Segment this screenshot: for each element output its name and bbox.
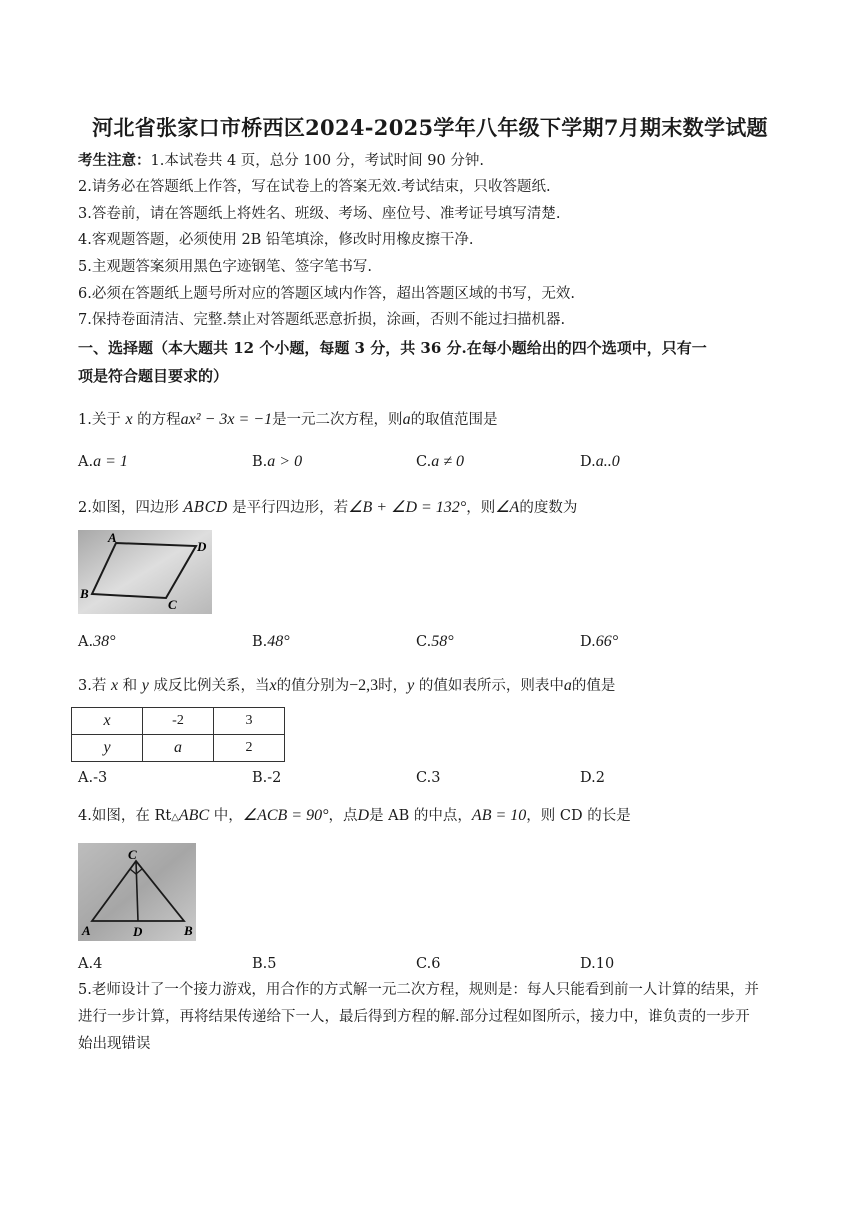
- fig-label-a: A: [82, 923, 91, 938]
- q3-text-3: 成反比例关系，当: [148, 678, 270, 694]
- question-4: [78, 806, 631, 828]
- fig-label-d: D: [197, 539, 207, 554]
- fig-label-b: B: [184, 923, 193, 938]
- table-cell: y: [72, 735, 143, 762]
- q2-text-3: ，则: [466, 500, 496, 516]
- q4-abc: ABC: [178, 807, 210, 824]
- table-cell: 3: [214, 708, 285, 735]
- q2-option-c[interactable]: C.58°: [416, 633, 454, 650]
- table-row: [72, 708, 285, 735]
- q3-var-y2: y: [407, 677, 415, 694]
- q3-var-x2: x: [269, 677, 277, 694]
- fig-label-d: D: [133, 924, 143, 939]
- notice-item-3: 3.答卷前，请在答题纸上将姓名、班级、考场、座位号、准考证号填写清楚.: [78, 206, 561, 222]
- fig-label-b: B: [80, 586, 89, 601]
- q2-text-4: 的度数为: [519, 500, 578, 516]
- q3-text-7: 的值是: [571, 678, 616, 694]
- q3-option-d[interactable]: D.2: [580, 770, 605, 786]
- question-1: [78, 410, 498, 430]
- question-2: [78, 498, 577, 518]
- q3-value-table: [71, 707, 285, 762]
- q1-option-b[interactable]: B.a > 0: [252, 453, 303, 470]
- q3-var-y: y: [141, 677, 149, 694]
- parallelogram-figure: [78, 530, 212, 614]
- q1-option-a[interactable]: A.a = 1: [78, 453, 128, 470]
- q2-text-1: 2.如图，四边形: [78, 500, 184, 516]
- section-heading-line-2: 项是符合题目要求的）: [78, 367, 229, 385]
- q3-text-6: 的值如表所示，则表中: [414, 678, 564, 694]
- q2-text-2: 是平行四边形，若: [227, 500, 349, 516]
- q3-values: −2,3: [349, 677, 379, 694]
- notice-item-7: 7.保持卷面清洁、完整.禁止对答题纸恶意折损，涂画，否则不能过扫描机器.: [78, 312, 566, 328]
- fig-label-c: C: [128, 847, 137, 862]
- table-row: [72, 735, 285, 762]
- q3-var-x: x: [110, 677, 119, 694]
- q1-text-4: 的取值范围是: [410, 412, 498, 428]
- notice-item-1: [78, 151, 484, 171]
- q3-option-b[interactable]: B.-2: [252, 770, 282, 786]
- exam-title: 河北省张家口市桥西区2024-2025学年八年级下学期7月期末数学试题: [92, 115, 768, 140]
- table-cell: a: [143, 735, 214, 762]
- q2-option-d[interactable]: D.66°: [580, 633, 619, 650]
- q4-option-c[interactable]: C.6: [416, 956, 441, 972]
- q4-text-2: 中，: [209, 808, 243, 824]
- q1-equation: ax² − 3x = −1: [180, 411, 273, 428]
- q3-text-2: 和: [118, 678, 142, 694]
- q4-option-d[interactable]: D.10: [580, 956, 615, 972]
- q1-text-3: 是一元二次方程，则: [272, 412, 403, 428]
- q2-abcd: ABCD: [183, 500, 228, 516]
- q4-option-b[interactable]: B.5: [252, 956, 277, 972]
- q4-text-4: 是 AB 的中点，: [369, 808, 472, 824]
- notice-text-1: 1.本试卷共 4 页，总分 100 分，考试时间 90 分钟.: [150, 153, 484, 169]
- q2-angle-a: ∠A: [495, 499, 520, 516]
- q1-var-a: a: [402, 411, 411, 428]
- q2-option-a[interactable]: A.38°: [78, 633, 116, 650]
- table-cell: x: [72, 708, 143, 735]
- right-triangle-figure: [78, 843, 196, 941]
- q4-var-d: D: [357, 807, 370, 824]
- notice-item-6: 6.必须在答题纸上题号所对应的答题区域内作答，超出答题区域的书写，无效.: [78, 286, 575, 302]
- q4-equation-1: ∠ACB = 90°: [242, 807, 329, 824]
- q3-var-a: a: [563, 677, 572, 694]
- fig-label-a: A: [108, 530, 117, 545]
- q4-option-a[interactable]: A.4: [78, 956, 103, 972]
- q4-text-1: 4.如图，在 Rt: [78, 808, 172, 824]
- q3-option-a[interactable]: A.-3: [78, 770, 108, 786]
- table-cell: 2: [214, 735, 285, 762]
- q4-text-5: ，则 CD 的长是: [526, 808, 631, 824]
- q4-text-3: ，点: [328, 808, 358, 824]
- notice-label: 考生注意：: [78, 152, 151, 169]
- table-cell: -2: [143, 708, 214, 735]
- q1-option-d[interactable]: D.a..0: [580, 453, 620, 470]
- fig-label-c: C: [168, 597, 177, 612]
- notice-item-4: 4.客观题答题，必须使用 2B 铅笔填涂，修改时用橡皮擦干净.: [78, 232, 474, 248]
- parallelogram-svg: [78, 530, 212, 614]
- q1-option-c[interactable]: C.a ≠ 0: [416, 453, 464, 470]
- q4-equation-2: AB = 10: [471, 807, 527, 824]
- question-5-line-1: 5.老师设计了一个接力游戏，用合作的方式解一元二次方程，规则是：每人只能看到前一人计算的结果，并: [78, 982, 759, 998]
- question-5-line-2: 进行一步计算，再将结果传递给下一人，最后得到方程的解.部分过程如图所示，接力中，谁负责的一步开: [78, 1009, 750, 1025]
- q2-option-b[interactable]: B.48°: [252, 633, 290, 650]
- q2-equation: ∠B + ∠D = 132°: [348, 499, 467, 516]
- q1-text-2: 的方程: [132, 412, 181, 428]
- q3-text-5: 时，: [378, 678, 408, 694]
- right-triangle-svg: [78, 843, 196, 941]
- q3-option-c[interactable]: C.3: [416, 770, 441, 786]
- q4-triangle-symbol: △: [171, 812, 179, 823]
- notice-item-5: 5.主观题答案须用黑色字迹钢笔、签字笔书写.: [78, 259, 372, 275]
- q3-text-1: 3.若: [78, 678, 111, 694]
- q1-var-x: x: [125, 411, 133, 428]
- question-5-line-3: 始出现错误: [78, 1036, 151, 1052]
- notice-item-2: 2.请务必在答题纸上作答，写在试卷上的答案无效.考试结束，只收答题纸.: [78, 179, 551, 195]
- section-heading-line-1: 一、选择题（本大题共 12 个小题，每题 3 分，共 36 分.在每小题给出的四个选项中，只有一: [78, 339, 707, 357]
- question-3: [78, 676, 615, 696]
- q1-text-1: 1.关于: [78, 412, 126, 428]
- q3-text-4: 的值分别为: [276, 678, 350, 694]
